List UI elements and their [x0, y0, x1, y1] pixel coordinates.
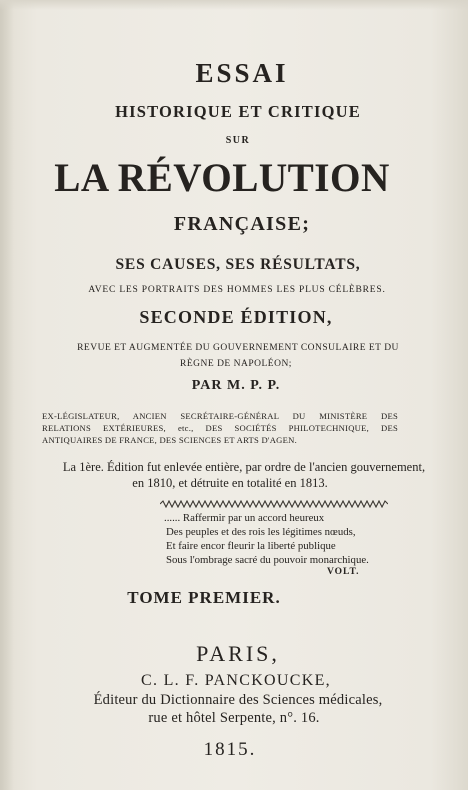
ornamental-rule: [160, 500, 388, 508]
volume-label: TOME PREMIER.: [127, 588, 281, 607]
imprint-publisher-title: Éditeur du Dictionnaire des Sciences médicales,: [93, 692, 383, 708]
edition-note-line-1: La 1ère. Édition fut enlevée entière, par ordre de l'ancien gouvernement,: [62, 460, 426, 474]
epigraph-attribution: VOLT.: [327, 567, 360, 577]
imprint-publisher: C. L. F. PANCKOUCKE,: [141, 672, 331, 689]
epigraph-line-4: Sous l'ombrage sacré du pouvoir monarchique.: [166, 554, 369, 566]
epigraph-line-1: ...... Raffermir par un accord heureux: [164, 512, 325, 524]
epigraph-line-3: Et faire encor fleurir la liberté publique: [166, 540, 336, 552]
imprint-year: 1815.: [203, 739, 257, 760]
title-historique-et-critique: HISTORIQUE ET CRITIQUE: [115, 102, 361, 121]
title-francaise: FRANÇAISE;: [173, 213, 311, 235]
author-bio-line-3: ANTIQUAIRES DE FRANCE, DES SCIENCES ET ARTS D'AGEN.: [42, 435, 297, 445]
imprint-address: rue et hôtel Serpente, n°. 16.: [148, 710, 320, 726]
author-bio-line-2: RELATIONS EXTÉRIEURES, etc., DES SOCIÉTÉS PHILOTECHNIQUE, DES: [42, 423, 398, 433]
title-essai: ESSAI: [195, 58, 289, 88]
title-sur: SUR: [225, 135, 251, 146]
revised-line-2: RÈGNE DE NAPOLÉON;: [180, 359, 292, 369]
edition-note-line-2: en 1810, et détruite en totalité en 1813.: [132, 476, 328, 490]
revised-line-1: REVUE ET AUGMENTÉE DU GOUVERNEMENT CONSULAIRE ET DU: [77, 343, 399, 353]
edition-label: SECONDE ÉDITION,: [139, 307, 333, 327]
author-bio-line-1: EX-LÉGISLATEUR, ANCIEN SECRÉTAIRE-GÉNÉRAL DU MINISTÈRE DES: [42, 411, 398, 421]
subtitle-causes-resultats: SES CAUSES, SES RÉSULTATS,: [115, 256, 361, 273]
title-la-revolution: LA RÉVOLUTION: [54, 155, 390, 200]
subtitle-portraits: AVEC LES PORTRAITS DES HOMMES LES PLUS CÉLÈBRES.: [88, 285, 386, 295]
imprint-city: PARIS,: [196, 641, 280, 666]
epigraph-line-2: Des peuples et des rois les légitimes nœuds,: [166, 526, 356, 538]
author-bio: [42, 410, 398, 446]
author-name: PAR M. P. P.: [191, 378, 281, 393]
